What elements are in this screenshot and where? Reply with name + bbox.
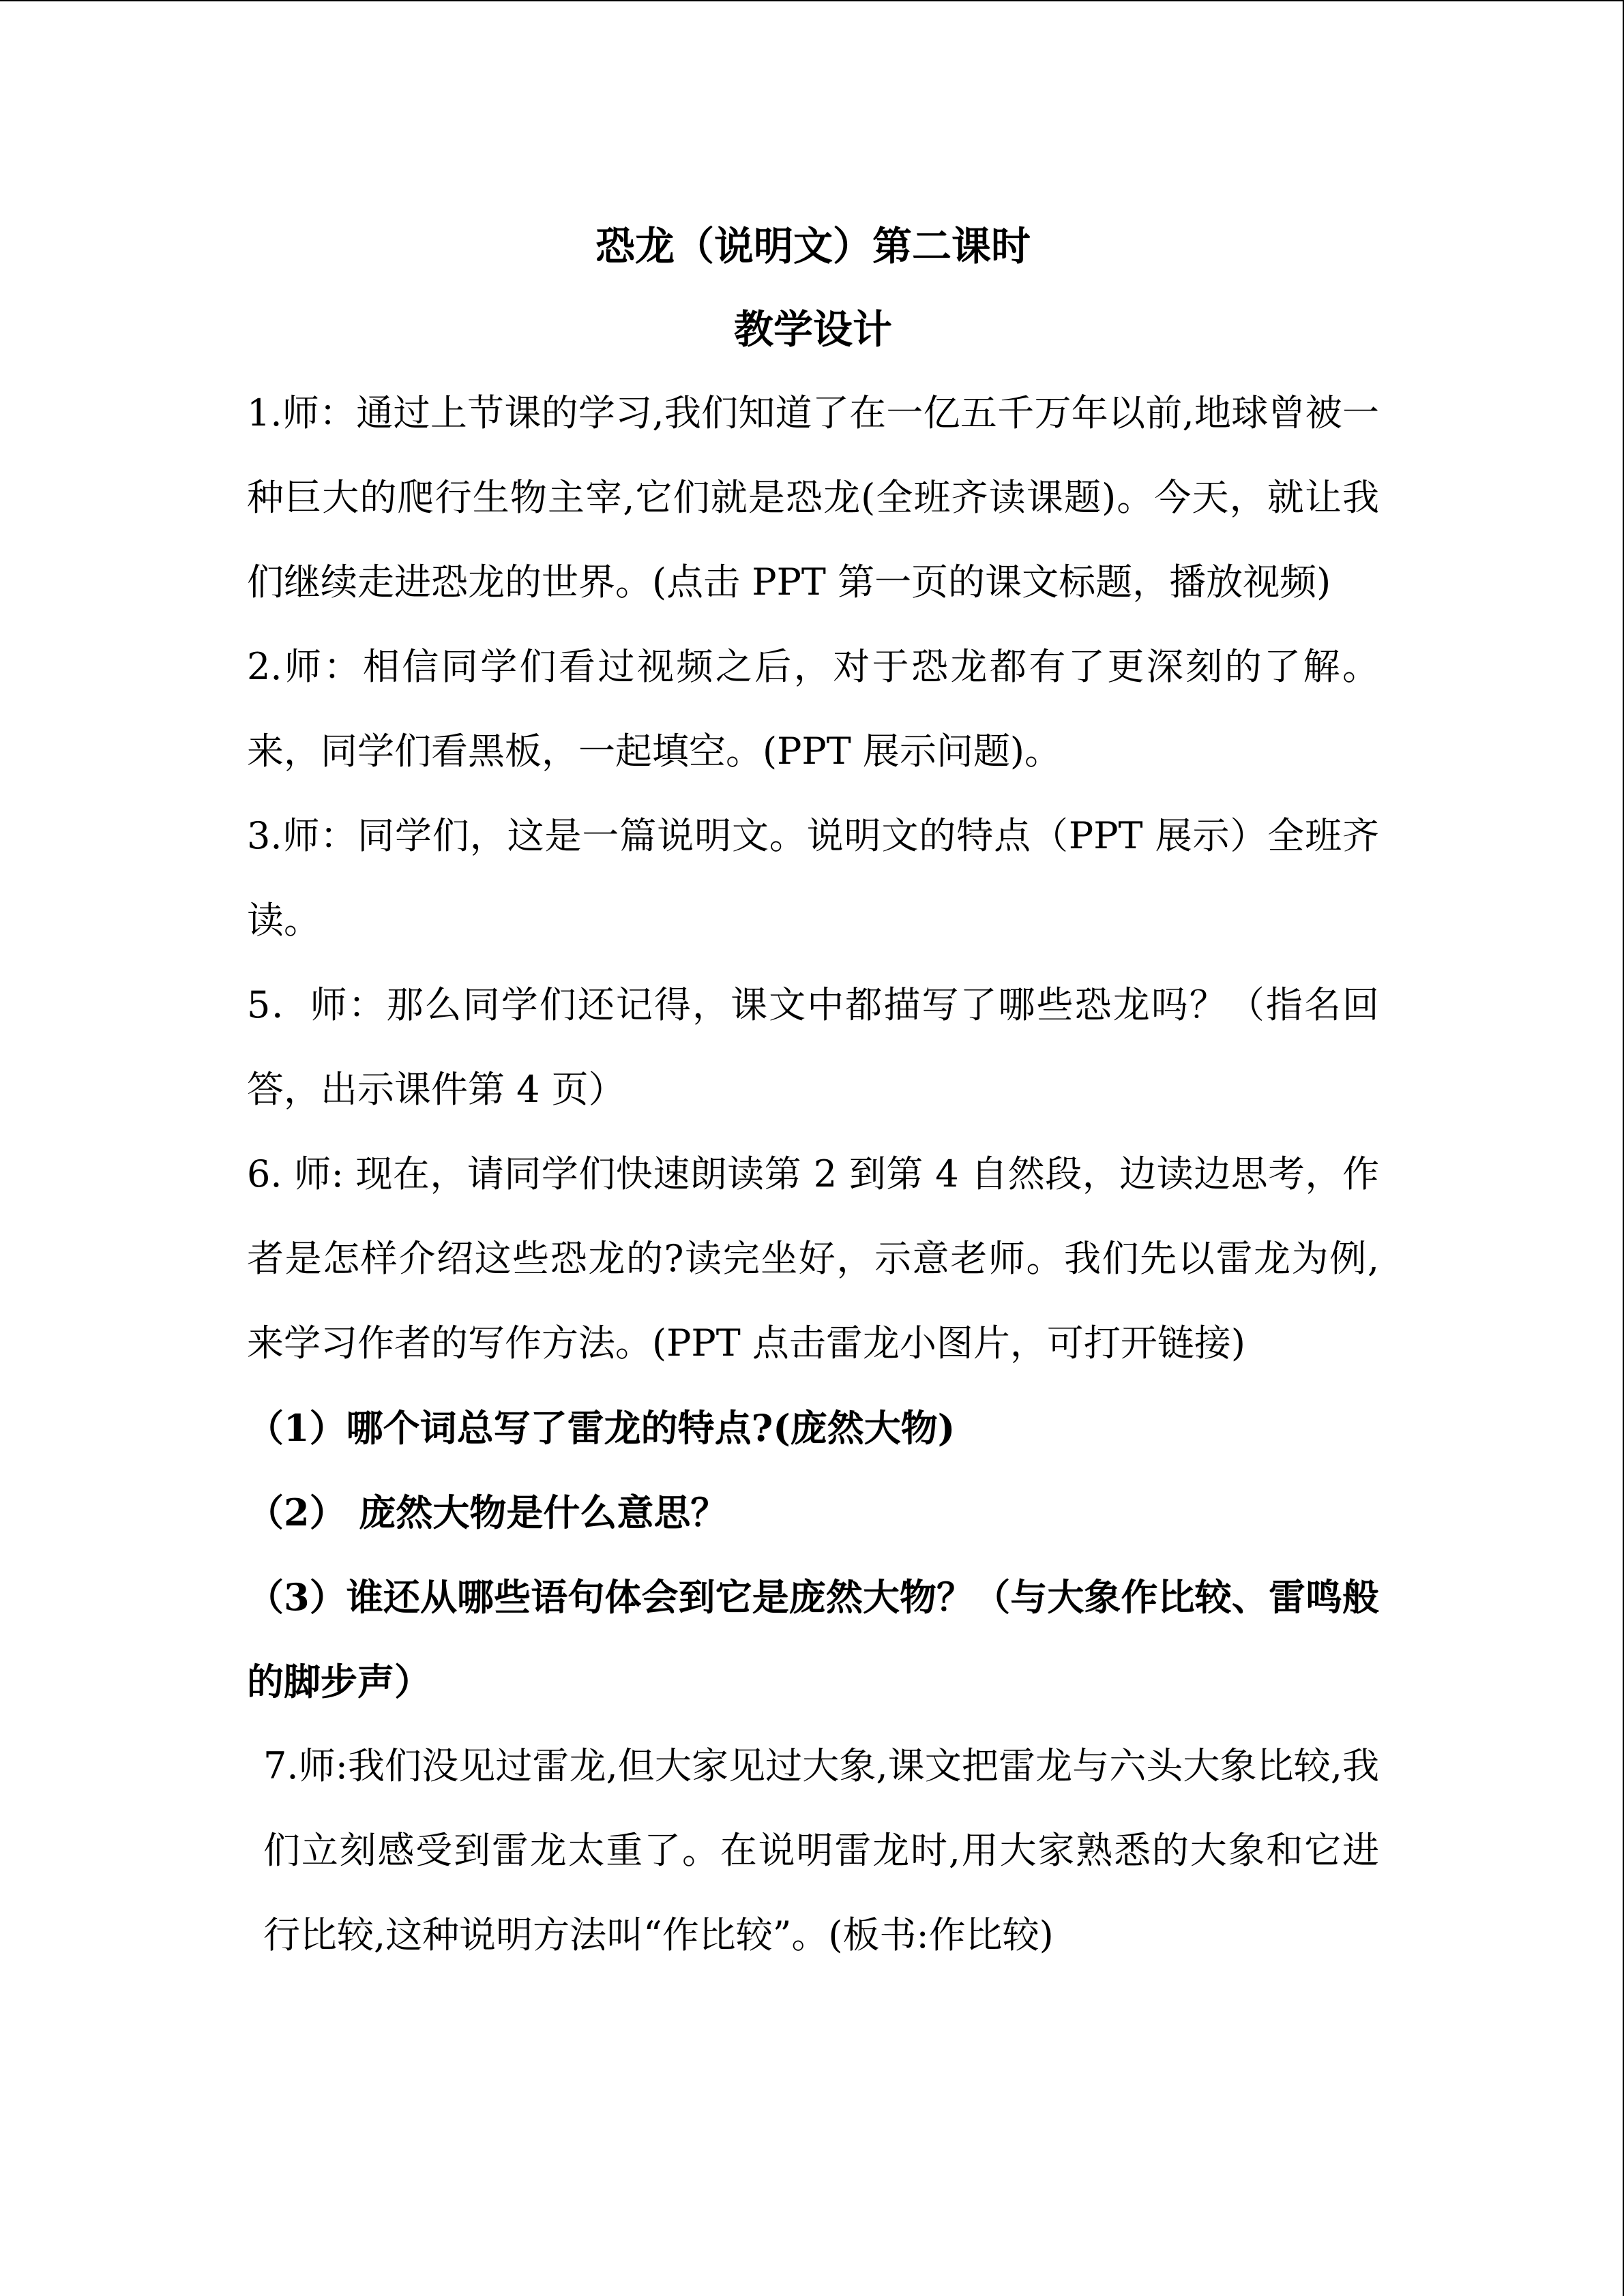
question-2: （2） 庞然大物是什么意思？ <box>247 1491 728 1534</box>
paragraph-6: 6. 师: 现在，请同学们快速朗读第 2 到第 4 自然段，边读边思考，作者是怎样介绍这些恐龙的?读完坐好，示意老师。我们先以雷龙为例,来学习作者的写作方法。(PPT 点击雷龙小图片，可打开链接) <box>247 1152 1379 1365</box>
paragraph-1: 1.师：通过上节课的学习,我们知道了在一亿五千万年以前,地球曾被一种巨大的爬行生物主宰,它们就是恐龙(全班齐读课题)。今天，就让我们继续走进恐龙的世界。(点击 PPT 第一页的课文标题，播放视频) <box>247 391 1379 603</box>
paragraph-3: 3.师：同学们，这是一篇说明文。说明文的特点（PPT 展示）全班齐读。 <box>247 814 1379 942</box>
paragraph-5: 5．师：那么同学们还记得，课文中都描写了哪些恐龙吗？（指名回答，出示课件第 4 页） <box>247 983 1379 1111</box>
document-subtitle: 教学设计 <box>733 306 892 353</box>
paragraph-2: 2.师：相信同学们看过视频之后，对于恐龙都有了更深刻的了解。来，同学们看黑板，一起填空。(PPT 展示问题)。 <box>247 645 1379 773</box>
paragraph-7: 7.师:我们没见过雷龙,但大家见过大象,课文把雷龙与六头大象比较,我们立刻感受到雷龙太重了。在说明雷龙时,用大家熟悉的大象和它进行比较,这种说明方法叫“作比较”。(板书:作比较) <box>263 1744 1379 1956</box>
question-1: （1）哪个词总写了雷龙的特点?(庞然大物) <box>247 1406 956 1450</box>
document-body <box>247 205 1379 1978</box>
question-3: （3）谁还从哪些语句体会到它是庞然大物？（与大象作比较、雷鸣般的脚步声） <box>247 1575 1379 1703</box>
document-title: 恐龙（说明文）第二课时 <box>595 223 1031 269</box>
